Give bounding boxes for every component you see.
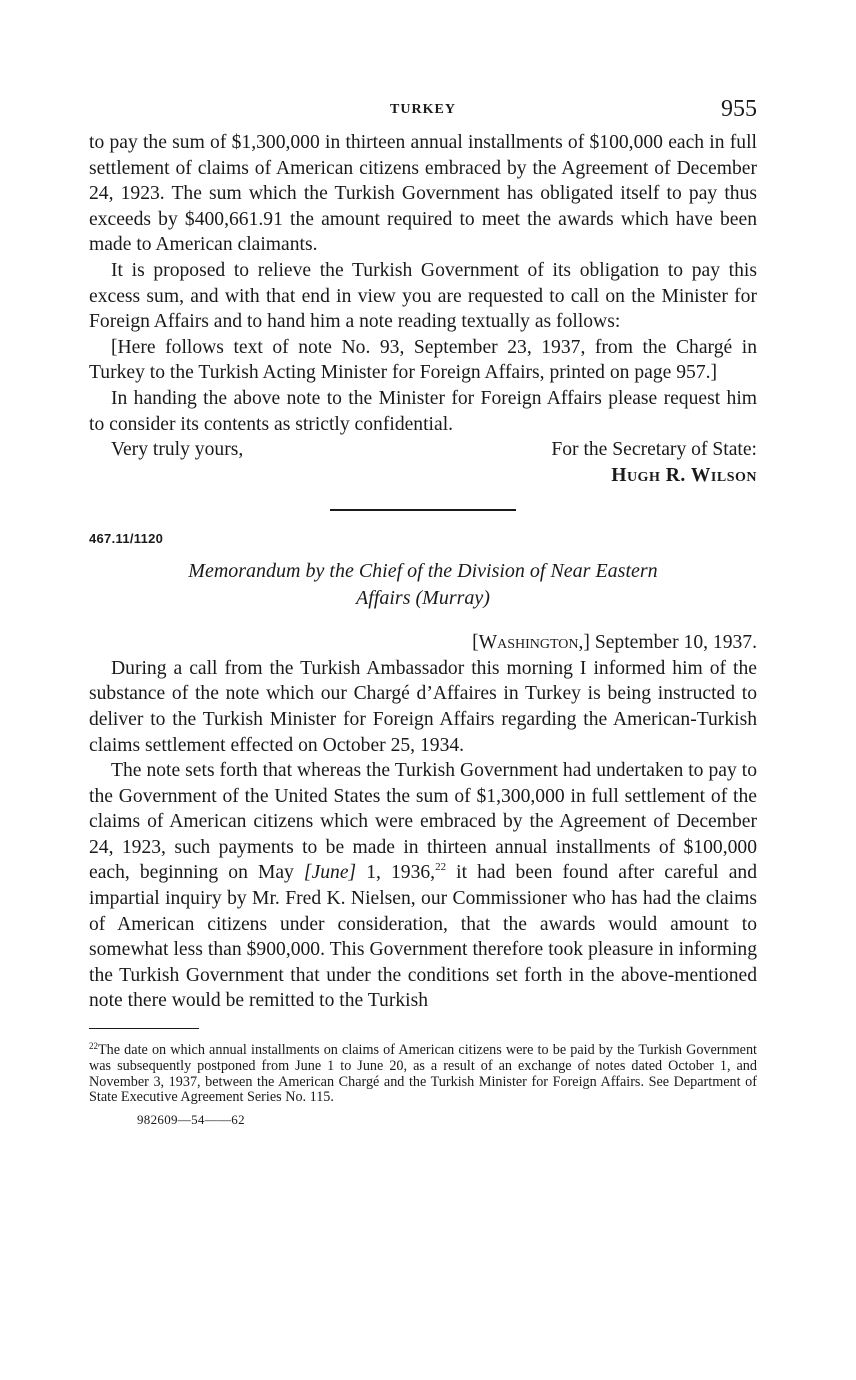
memo-paragraph-2 xyxy=(89,758,757,1014)
letter-body xyxy=(89,130,757,437)
letter-closing xyxy=(89,437,757,489)
paragraph-note-reference: [Here follows text of note No. 93, September 23, 1937, from the Chargé in Turkey to the Turkish Acting Minister for Foreign Affairs, printed on page 957.] xyxy=(89,336,757,384)
running-title: TURKEY xyxy=(390,102,456,117)
memo-body xyxy=(89,656,757,1014)
bracketed-correction: [June] xyxy=(303,862,357,884)
memo-title xyxy=(89,558,757,612)
footnote xyxy=(89,1039,757,1106)
closing-for-secretary: For the Secretary of State: xyxy=(551,439,757,461)
page-number: 955 xyxy=(721,96,757,122)
footnote-reference: 22 xyxy=(435,861,447,874)
footnote-rule xyxy=(89,1028,199,1029)
signature: Hugh R. Wilson xyxy=(611,464,757,486)
paragraph-confidential: In handing the above note to the Minister for Foreign Affairs please request him to consider its contents as strictly confidential. xyxy=(89,387,757,435)
paragraph-continuation: to pay the sum of $1,300,000 in thirteen annual installments of $100,000 each in full settlement of claims of American citizens embraced by the Agreement of December 24, 1923. The sum which the Turkish Government has obligated itself to pay thus exceeds by $400,661.91 the amount required to meet the awards which have been made to American claimants. xyxy=(89,132,757,256)
memo-paragraph-2-date: 1, 1936, xyxy=(356,862,436,884)
memo-title-line-2: Affairs (Murray) xyxy=(356,587,490,610)
document-page xyxy=(89,96,757,1128)
section-divider xyxy=(330,509,516,511)
memo-paragraph-2-part-1: The note sets forth that whereas the Turkish Government had undertaken to pay to the Government of the United States the sum of $1,300,000 in full settlement of the claims of American citizens which were embraced by the Agreement of December 24, 1923, such payments to be made in thirteen annual installments of $100,000 each, beginning on May xyxy=(89,760,757,884)
footnote-text: The date on which annual installments on claims of American citizens were to be paid by the Turkish Government was subsequently postponed from June 1 to June 20, as a result of an exchange of notes dated October 1, and November 3, 1937, between the American Chargé and the Turkish Minister for Foreign Affairs. See Department of State Executive Agreement Series No. 115. xyxy=(89,1042,757,1106)
memo-paragraph-2-part-2: it had been found after careful and impartial inquiry by Mr. Fred K. Nielsen, our Commissioner who has had the claims of American citizens under consideration, that the awards would amount to somewhat less than $900,000. This Government therefore took pleasure in informing the Turkish Government that under the conditions set forth in the above-mentioned note there would be remitted to the Turkish xyxy=(89,862,757,1012)
dateline-date: September 10, 1937. xyxy=(594,632,757,654)
print-code: 982609—54——62 xyxy=(137,1112,245,1128)
file-number: 467.11/1120 xyxy=(89,531,164,547)
memo-paragraph-1: During a call from the Turkish Ambassador this morning I informed him of the substance of the note which our Chargé d’Affaires in Turkey is being instructed to deliver to the Turkish Minister for Foreign Affairs regarding the American-Turkish claims settlement effected on October 25, 1934. xyxy=(89,657,757,756)
memo-title-line-1: Memorandum by the Chief of the Division of Near Eastern xyxy=(188,560,658,583)
footnote-marker: 22 xyxy=(89,1041,98,1052)
dateline xyxy=(89,630,757,656)
paragraph-proposal: It is proposed to relieve the Turkish Government of its obligation to pay this excess sum, and with that end in view you are requested to call on the Minister for Foreign Affairs and to hand him a note reading textually as follows: xyxy=(89,259,757,333)
running-head xyxy=(89,96,757,130)
dateline-place: [Washington,] xyxy=(472,632,590,654)
closing-salutation: Very truly yours, xyxy=(111,439,244,461)
